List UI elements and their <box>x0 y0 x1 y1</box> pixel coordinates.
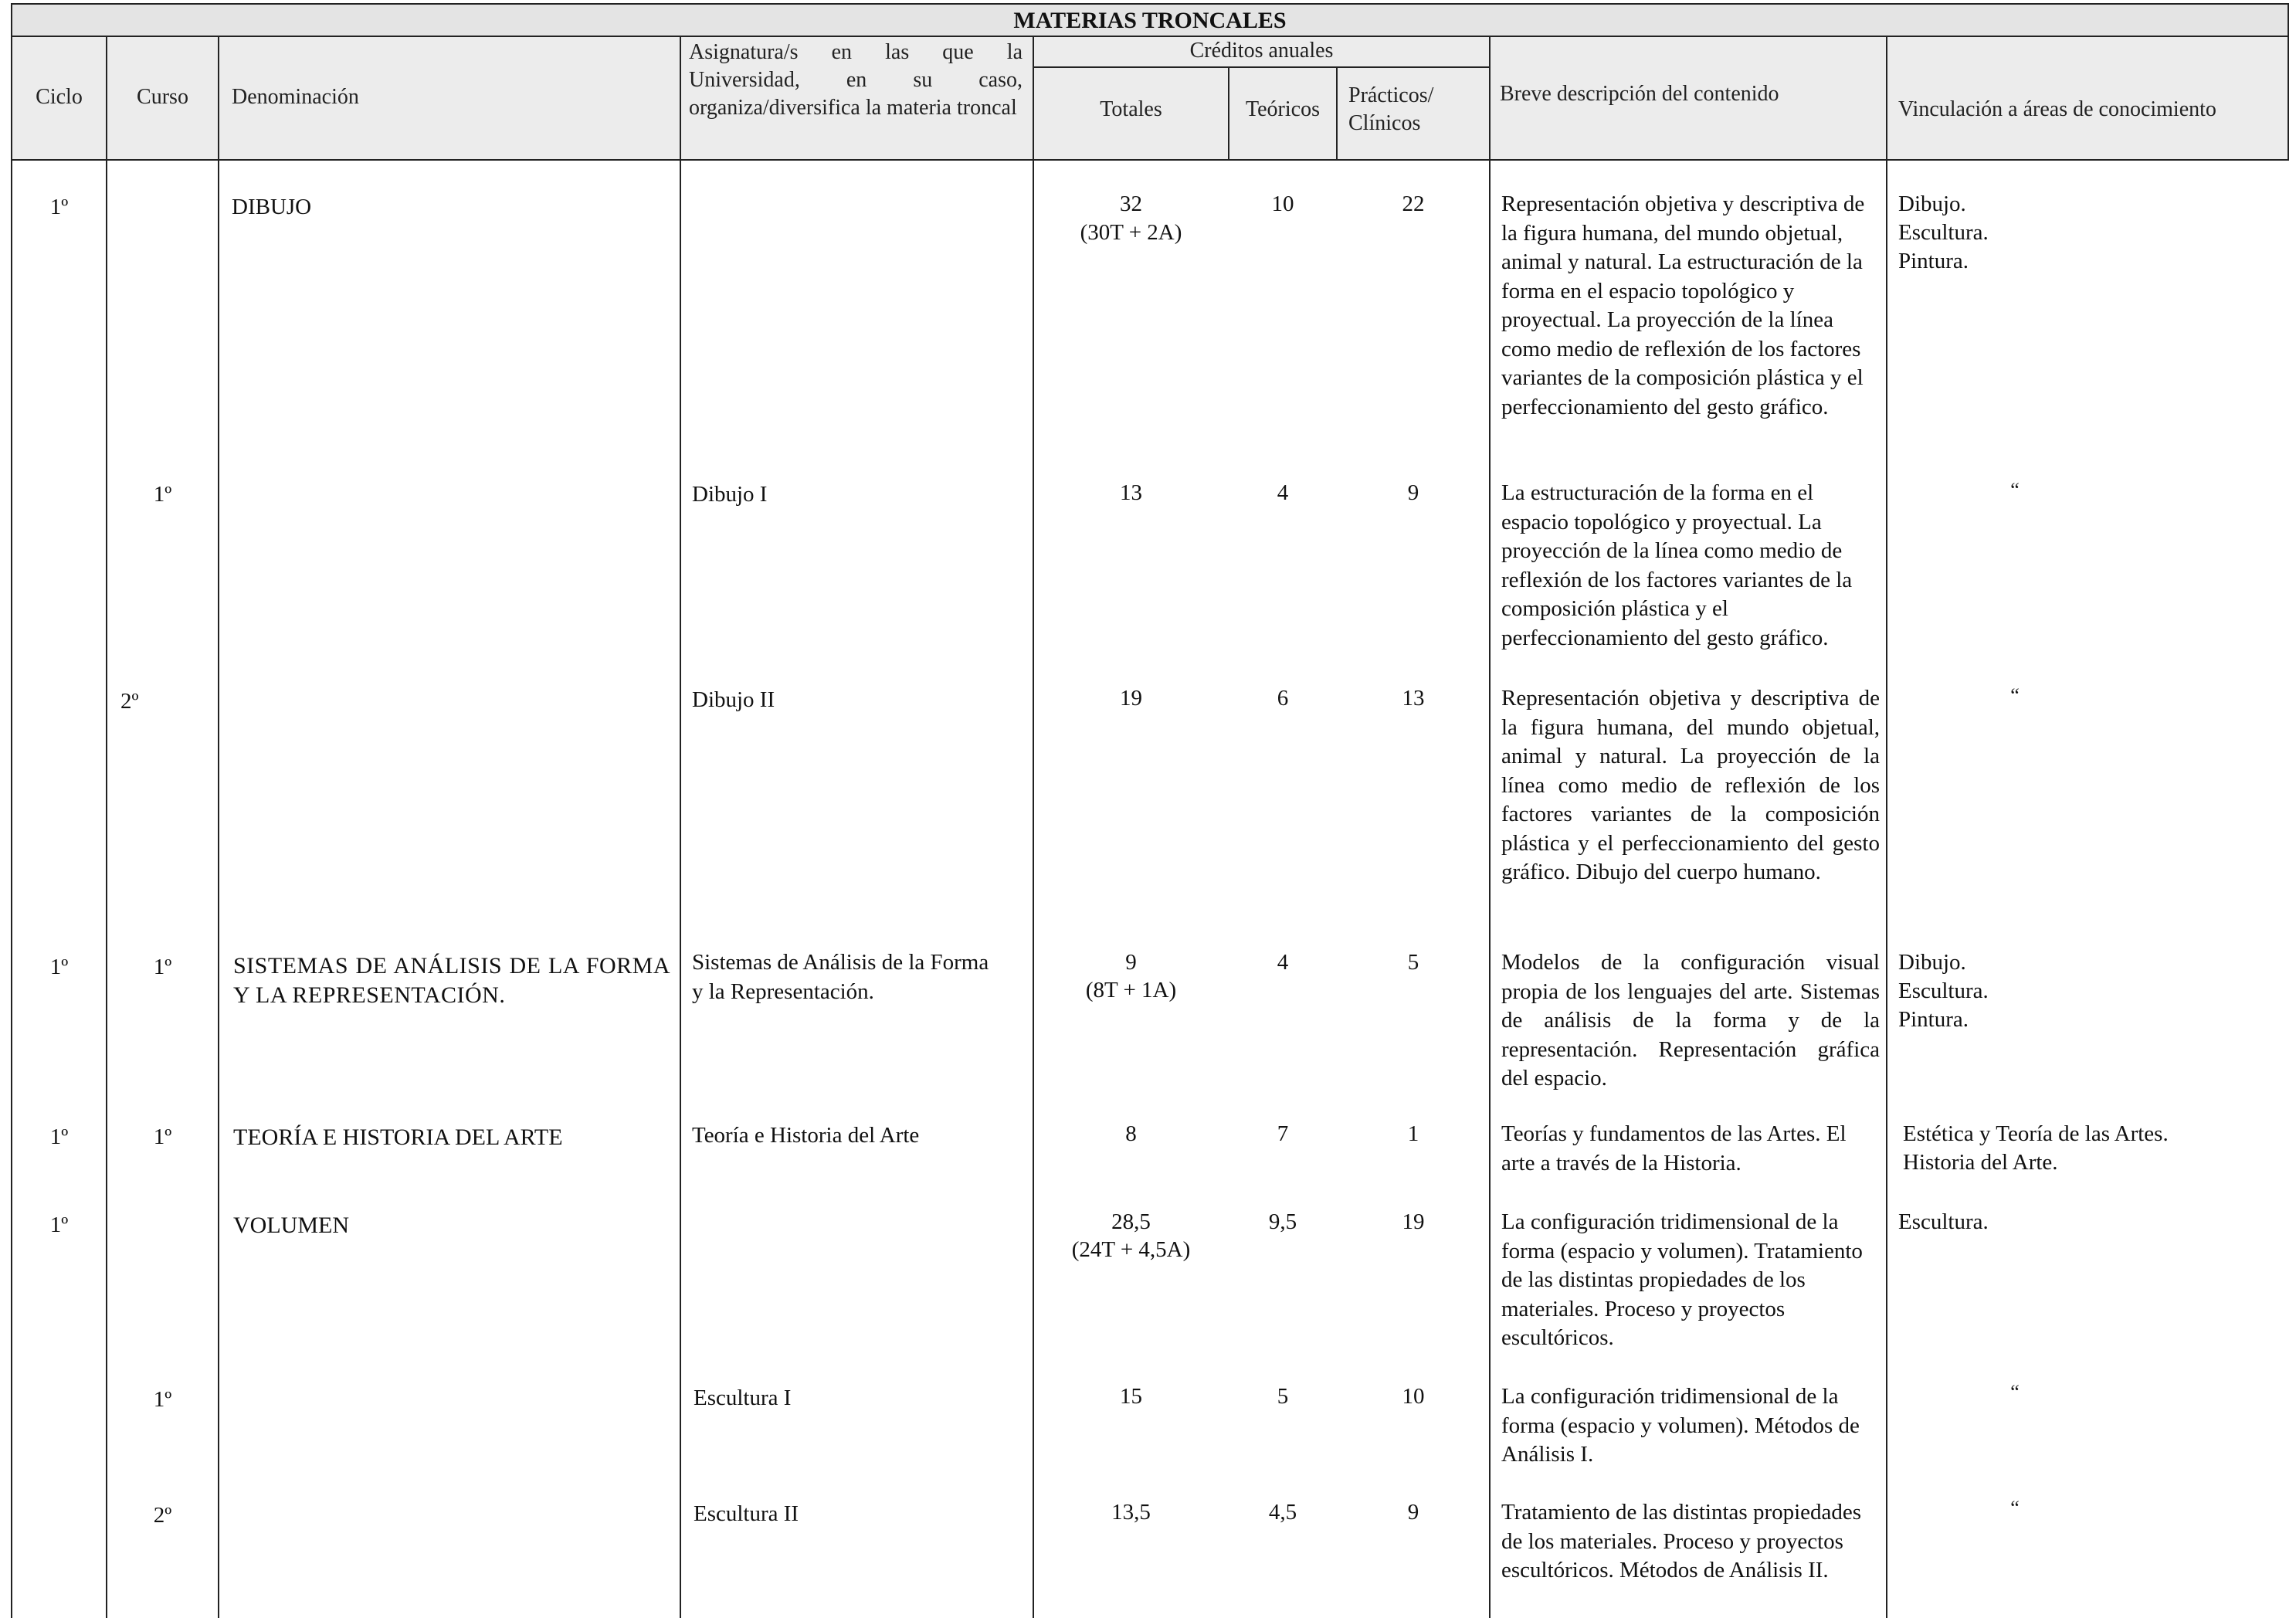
row-teoricos: 4,5 <box>1268 1500 1297 1525</box>
row-descripcion: La estructuración de la forma en el espacio topológico y proyectual. La proyección de la línea como medio de reflexión de los factores variantes de la composición plástica y el perfeccionamiento del gesto gráfico. <box>1501 480 1853 650</box>
row-curso: 1º <box>153 482 172 507</box>
row-practicos: 9 <box>1407 480 1419 505</box>
header-practicos: Prácticos/ Clínicos <box>1348 83 1434 135</box>
row-asignatura: Sistemas de Análisis de la Forma y la Representación. <box>692 950 989 1004</box>
row-totales: 13 <box>1120 480 1142 505</box>
row-practicos: 19 <box>1402 1209 1425 1234</box>
row-practicos: 1 <box>1407 1121 1419 1146</box>
header-totales: Totales <box>1100 97 1162 121</box>
row-asignatura: Dibujo II <box>692 687 775 712</box>
row-totales: 28,5 <box>1111 1209 1151 1234</box>
row-asignatura: Dibujo I <box>692 482 768 507</box>
row-totales-sub: (30T + 2A) <box>1080 220 1182 245</box>
row-curso: 1º <box>153 1387 172 1412</box>
row-teoricos: 6 <box>1277 686 1289 711</box>
header-vinculacion: Vinculación a áreas de conocimiento <box>1898 97 2216 121</box>
row-asignatura: Teoría e Historia del Arte <box>692 1123 920 1148</box>
row-teoricos: 5 <box>1277 1384 1289 1409</box>
header-asignatura: Asignatura/s en las que la Universidad, en su caso, organiza/diversifica la materia troncal <box>689 40 1023 120</box>
row-teoricos: 10 <box>1271 192 1294 216</box>
row-denominacion: VOLUMEN <box>233 1213 349 1238</box>
row-totales: 19 <box>1120 686 1142 711</box>
row-totales: 15 <box>1120 1384 1142 1409</box>
row-practicos: 5 <box>1407 950 1419 975</box>
row-totales: 13,5 <box>1111 1500 1151 1525</box>
row-vinculacion: Escultura. <box>1898 1209 1989 1234</box>
header-ciclo: Ciclo <box>36 85 83 109</box>
row-descripcion: Modelos de la configuración visual propia de los lenguajes del arte. Sistemas de análisis de la forma y de la representación. Representación gráfica del espacio. <box>1501 950 1880 1091</box>
row-ciclo: 1º <box>49 1124 69 1149</box>
row-descripcion: Representación objetiva y descriptiva de la figura humana, del mundo objetual, animal y natural. La proyección de la línea como medio de reflexión de los factores variantes de la composición plástica y el perfeccionamiento del gesto gráfico. Dibujo del cuerpo humano. <box>1501 686 1880 884</box>
row-teoricos: 7 <box>1277 1121 1289 1146</box>
row-vinculacion: Dibujo. Escultura. Pintura. <box>1898 950 1989 1032</box>
row-curso: 1º <box>153 1124 172 1149</box>
row-practicos: 10 <box>1402 1384 1425 1409</box>
row-practicos: 13 <box>1402 686 1425 711</box>
row-descripcion: Teorías y fundamentos de las Artes. El arte a través de la Historia. <box>1501 1121 1847 1175</box>
row-vinculacion: Estética y Teoría de las Artes. Historia del Arte. <box>1903 1121 2169 1175</box>
row-asignatura: Escultura II <box>694 1501 799 1526</box>
row-vinculacion: “ <box>2010 684 2020 707</box>
row-descripcion: La configuración tridimensional de la forma (espacio y volumen). Métodos de Análisis I. <box>1501 1384 1860 1467</box>
row-descripcion: Representación objetiva y descriptiva de la figura humana, del mundo objetual, animal y natural. La estructuración de la forma en el espacio topológico y proyectual. La proyección de la línea como medio de reflexión de los factores variantes de la composición plástica y el perfeccionamiento del gesto gráfico. <box>1501 192 1865 419</box>
header-descripcion: Breve descripción del contenido <box>1500 82 1779 106</box>
row-curso: 2º <box>153 1503 172 1528</box>
row-practicos: 9 <box>1407 1500 1419 1525</box>
row-ciclo: 1º <box>49 195 69 219</box>
row-vinculacion: “ <box>2010 1497 2020 1519</box>
row-curso: 1º <box>153 955 172 979</box>
header-denominacion: Denominación <box>232 85 359 109</box>
row-totales: 8 <box>1125 1121 1137 1146</box>
row-teoricos: 9,5 <box>1268 1209 1297 1234</box>
row-descripcion: La configuración tridimensional de la forma (espacio y volumen). Tratamiento de las distintas propiedades de los materiales. Proceso y proyectos escultóricos. <box>1501 1209 1863 1350</box>
row-totales-sub: (24T + 4,5A) <box>1071 1237 1191 1262</box>
row-vinculacion: Dibujo. Escultura. Pintura. <box>1898 192 1989 273</box>
row-denominacion: SISTEMAS DE ANÁLISIS DE LA FORMA Y LA REPRESENTACIÓN. <box>233 953 670 1008</box>
row-ciclo: 1º <box>49 955 69 979</box>
row-totales: 9 <box>1125 950 1137 975</box>
table-title: MATERIAS TRONCALES <box>11 3 2289 36</box>
row-practicos: 22 <box>1402 192 1425 216</box>
row-totales: 32 <box>1120 192 1142 216</box>
row-denominacion: DIBUJO <box>232 195 312 219</box>
row-curso: 2º <box>120 689 139 714</box>
row-teoricos: 4 <box>1277 480 1289 505</box>
row-asignatura: Escultura I <box>694 1386 792 1410</box>
row-teoricos: 4 <box>1277 950 1289 975</box>
header-teoricos: Teóricos <box>1245 97 1320 121</box>
header-curso: Curso <box>137 85 188 109</box>
row-denominacion: TEORÍA E HISTORIA DEL ARTE <box>233 1124 563 1150</box>
row-vinculacion: “ <box>2010 479 2020 501</box>
header-creditos: Créditos anuales <box>1189 39 1334 63</box>
row-ciclo: 1º <box>49 1213 69 1237</box>
row-totales-sub: (8T + 1A) <box>1085 978 1177 1002</box>
row-vinculacion: “ <box>2010 1381 2020 1403</box>
row-descripcion: Tratamiento de las distintas propiedades de los materiales. Proceso y proyectos escultóricos. Métodos de Análisis II. <box>1501 1500 1862 1582</box>
